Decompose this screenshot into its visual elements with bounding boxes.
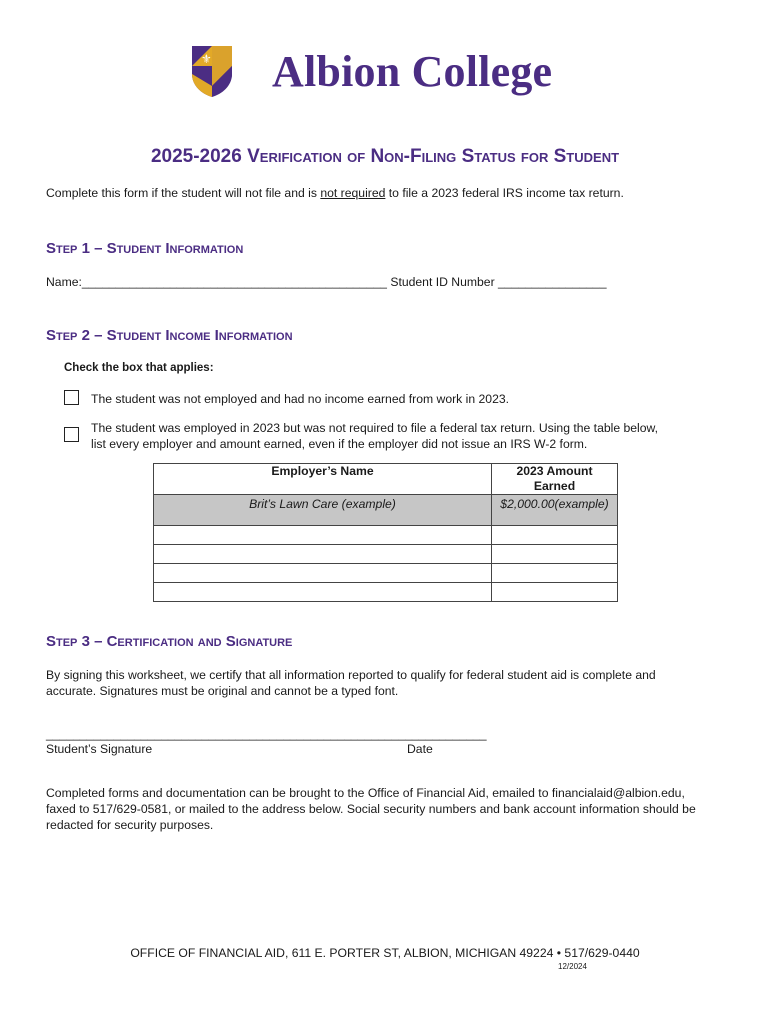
closing-line-3: redacted for security purposes.: [46, 818, 214, 832]
logo-wordmark: Albion College: [272, 46, 553, 96]
closing-line-1: Completed forms and documentation can be brought to the Office of Financial Aid, emailed to financialaid@albion.edu,: [46, 786, 685, 800]
employer-table: [153, 463, 618, 602]
example-row: [154, 495, 618, 526]
table-row[interactable]: [154, 526, 618, 545]
employed-no-return-label: [91, 420, 658, 452]
revision-date: 12/2024: [558, 962, 587, 971]
employed-line-1: The student was employed in 2023 but was not required to file a federal tax return. Using the table below,: [91, 421, 659, 435]
example-employer: Brit’s Lawn Care (example): [154, 495, 492, 526]
albion-shield-icon: [190, 44, 234, 98]
student-id-field[interactable]: ________________: [498, 275, 607, 289]
footer-address: OFFICE OF FINANCIAL AID, 611 E. PORTER ST, ALBION, MICHIGAN 49224 • 517/629-0440: [130, 946, 640, 960]
amount-earned-header: [492, 464, 618, 495]
svg-text:⚜: ⚜: [201, 52, 212, 66]
employed-line-2: list every employer and amount earned, even if the employer did not issue an IRS W-2 form.: [91, 437, 588, 451]
employer-cell[interactable]: [154, 583, 492, 602]
intro-before: Complete this form if the student will not file and is: [46, 186, 321, 200]
amount-header-line-1: 2023 Amount: [516, 464, 593, 478]
table-row[interactable]: [154, 583, 618, 602]
name-label: Name:: [46, 275, 82, 289]
signature-label: Student’s Signature: [46, 742, 153, 756]
check-instruction: Check the box that applies:: [64, 362, 214, 374]
student-id-label: Student ID Number: [390, 275, 495, 289]
intro-after: to file a 2023 federal IRS income tax return.: [385, 186, 624, 200]
student-info-row: [46, 274, 606, 290]
table-row[interactable]: [154, 564, 618, 583]
amount-cell[interactable]: [492, 583, 618, 602]
step3-heading: Step 3 – Certification and Signature: [46, 633, 293, 650]
amount-cell[interactable]: [492, 526, 618, 545]
employer-cell[interactable]: [154, 545, 492, 564]
college-logo: [190, 44, 552, 98]
not-employed-checkbox[interactable]: [64, 390, 79, 405]
employer-cell[interactable]: [154, 564, 492, 583]
closing-line-2: faxed to 517/629-0581, or mailed to the address below. Social security numbers and bank account information should be: [46, 802, 696, 816]
certification-line-2: accurate. Signatures must be original and cannot be a typed font.: [46, 684, 399, 698]
amount-header-line-2: Earned: [533, 479, 576, 493]
submission-instructions: [46, 785, 696, 833]
intro-underlined: not required: [320, 186, 386, 200]
signature-field[interactable]: _________________________________________________________________: [46, 727, 487, 741]
employer-cell[interactable]: [154, 526, 492, 545]
not-employed-label: The student was not employed and had no income earned from work in 2023.: [91, 392, 510, 406]
certification-line-1: By signing this worksheet, we certify that all information reported to qualify for federal student aid is complete and: [46, 668, 656, 682]
intro-text: [46, 185, 624, 201]
employer-name-header: Employer’s Name: [154, 464, 492, 495]
table-row[interactable]: [154, 545, 618, 564]
amount-cell[interactable]: [492, 564, 618, 583]
step2-heading: Step 2 – Student Income Information: [46, 327, 293, 344]
name-field[interactable]: _____________________________________________: [81, 275, 387, 289]
date-label: Date: [407, 742, 433, 756]
employed-no-return-checkbox[interactable]: [64, 427, 79, 442]
example-amount: $2,000.00(example): [492, 495, 618, 526]
table-header-row: [154, 464, 618, 495]
certification-text: [46, 667, 656, 699]
step1-heading: Step 1 – Student Information: [46, 240, 244, 257]
page-title: 2025-2026 Verification of Non-Filing Status for Student: [150, 146, 620, 167]
amount-cell[interactable]: [492, 545, 618, 564]
